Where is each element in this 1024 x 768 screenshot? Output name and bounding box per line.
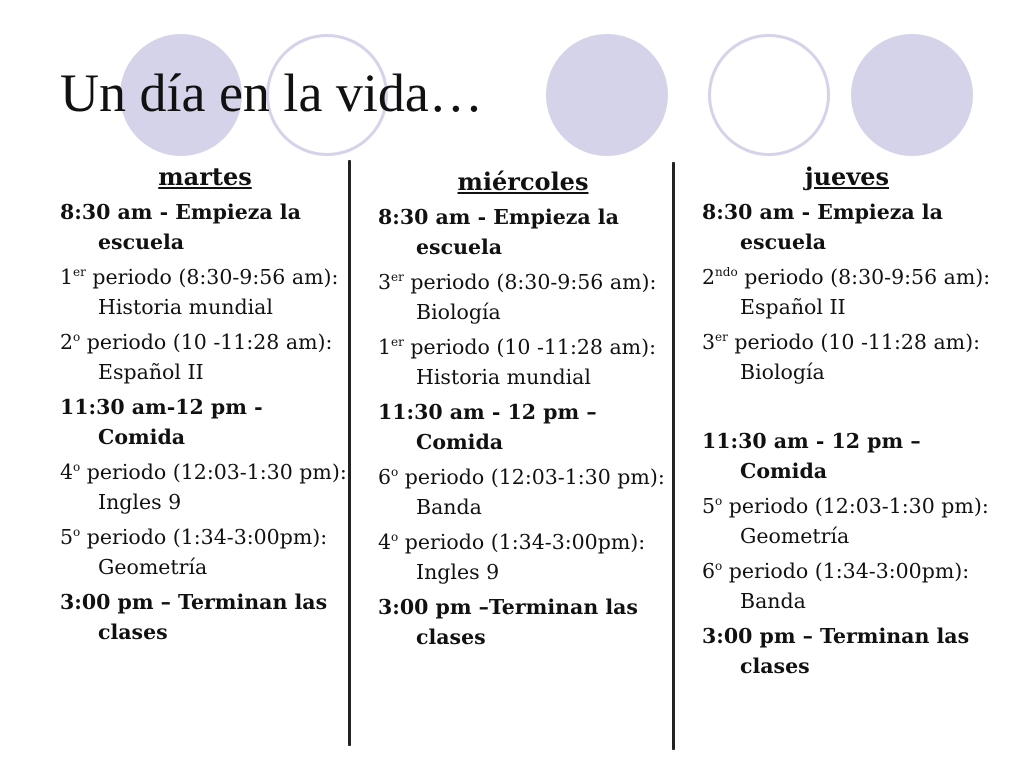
- entry-text: 3:00 pm – Terminan las clases: [60, 590, 328, 644]
- schedule-column-miercoles: [378, 167, 668, 652]
- decor-circle-4: [708, 34, 830, 156]
- period-number: 2: [702, 265, 716, 289]
- ordinal-suffix: er: [73, 265, 86, 279]
- entry-text: 3:00 pm – Terminan las clases: [702, 624, 970, 678]
- entry-text: 8:30 am - Empieza la escuela: [702, 200, 943, 254]
- schedule-entry: [702, 556, 992, 616]
- entry-text: periodo (8:30-9:56 am): Historia mundial: [85, 265, 339, 319]
- period-number: 1: [378, 335, 392, 359]
- schedule-entry: [702, 491, 992, 551]
- schedule-entry: [378, 332, 668, 392]
- ordinal-suffix: ndo: [715, 265, 738, 279]
- period-number: 3: [702, 330, 716, 354]
- schedule-entry: [378, 267, 668, 327]
- schedule-entry: [60, 262, 350, 322]
- ordinal-suffix: o: [391, 530, 399, 544]
- period-number: 6: [378, 465, 392, 489]
- entry-text: periodo (8:30-9:56 am): Español II: [737, 265, 991, 319]
- period-number: 4: [378, 530, 392, 554]
- entry-text: periodo (12:03-1:30 pm): Geometría: [722, 494, 989, 548]
- ordinal-suffix: o: [391, 465, 399, 479]
- schedule-entry: [60, 522, 350, 582]
- schedule-entry: [702, 426, 992, 486]
- schedule-entry: [378, 527, 668, 587]
- schedule-entry: [378, 202, 668, 262]
- entry-text: periodo (10 -11:28 am): Biología: [727, 330, 981, 384]
- schedule-entry: [378, 462, 668, 522]
- ordinal-suffix: er: [391, 270, 404, 284]
- ordinal-suffix: o: [715, 494, 723, 508]
- schedule-entry: [702, 262, 992, 322]
- schedule-entry: [60, 457, 350, 517]
- page-title: Un día en la vida…: [60, 63, 483, 123]
- column-divider-2: [672, 162, 675, 750]
- entry-text: periodo (10 -11:28 am): Historia mundial: [403, 335, 657, 389]
- period-number: 5: [60, 525, 74, 549]
- period-number: 4: [60, 460, 74, 484]
- entry-text: 11:30 am - 12 pm – Comida: [378, 400, 597, 454]
- entry-text: periodo (8:30-9:56 am): Biología: [403, 270, 657, 324]
- ordinal-suffix: o: [73, 330, 81, 344]
- schedule-entry: [702, 327, 992, 387]
- decor-circle-5: [851, 34, 973, 156]
- schedule-entry: [702, 197, 992, 257]
- day-heading: miércoles: [457, 167, 589, 196]
- entry-text: 3:00 pm –Terminan las clases: [378, 595, 638, 649]
- entry-text: periodo (1:34-3:00pm): Ingles 9: [398, 530, 646, 584]
- schedule-entry: [60, 392, 350, 452]
- entry-text: periodo (12:03-1:30 pm): Banda: [398, 465, 665, 519]
- entry-text: 11:30 am-12 pm - Comida: [60, 395, 263, 449]
- period-number: 6: [702, 559, 716, 583]
- schedule-entry: [702, 621, 992, 681]
- ordinal-suffix: o: [715, 559, 723, 573]
- schedule-entry: [60, 197, 350, 257]
- schedule-entry: [60, 327, 350, 387]
- entry-text: periodo (1:34-3:00pm): Banda: [722, 559, 970, 613]
- period-number: 1: [60, 265, 74, 289]
- ordinal-suffix: er: [391, 335, 404, 349]
- entry-text: periodo (1:34-3:00pm): Geometría: [80, 525, 328, 579]
- entry-text: 8:30 am - Empieza la escuela: [378, 205, 619, 259]
- schedule-column-jueves: [702, 162, 992, 681]
- entry-text: 8:30 am - Empieza la escuela: [60, 200, 301, 254]
- ordinal-suffix: o: [73, 525, 81, 539]
- decor-circle-3: [546, 34, 668, 156]
- ordinal-suffix: o: [73, 460, 81, 474]
- day-heading: jueves: [804, 162, 890, 191]
- schedule-entry: [60, 587, 350, 647]
- schedule-column-martes: [60, 162, 350, 647]
- schedule-entry: [378, 592, 668, 652]
- entry-text: periodo (12:03-1:30 pm): Ingles 9: [80, 460, 347, 514]
- period-number: 2: [60, 330, 74, 354]
- day-heading: martes: [158, 162, 252, 191]
- period-number: 3: [378, 270, 392, 294]
- schedule-entry: [378, 397, 668, 457]
- period-number: 5: [702, 494, 716, 518]
- ordinal-suffix: er: [715, 330, 728, 344]
- entry-text: periodo (10 -11:28 am): Español II: [80, 330, 333, 384]
- entry-text: 11:30 am - 12 pm – Comida: [702, 429, 921, 483]
